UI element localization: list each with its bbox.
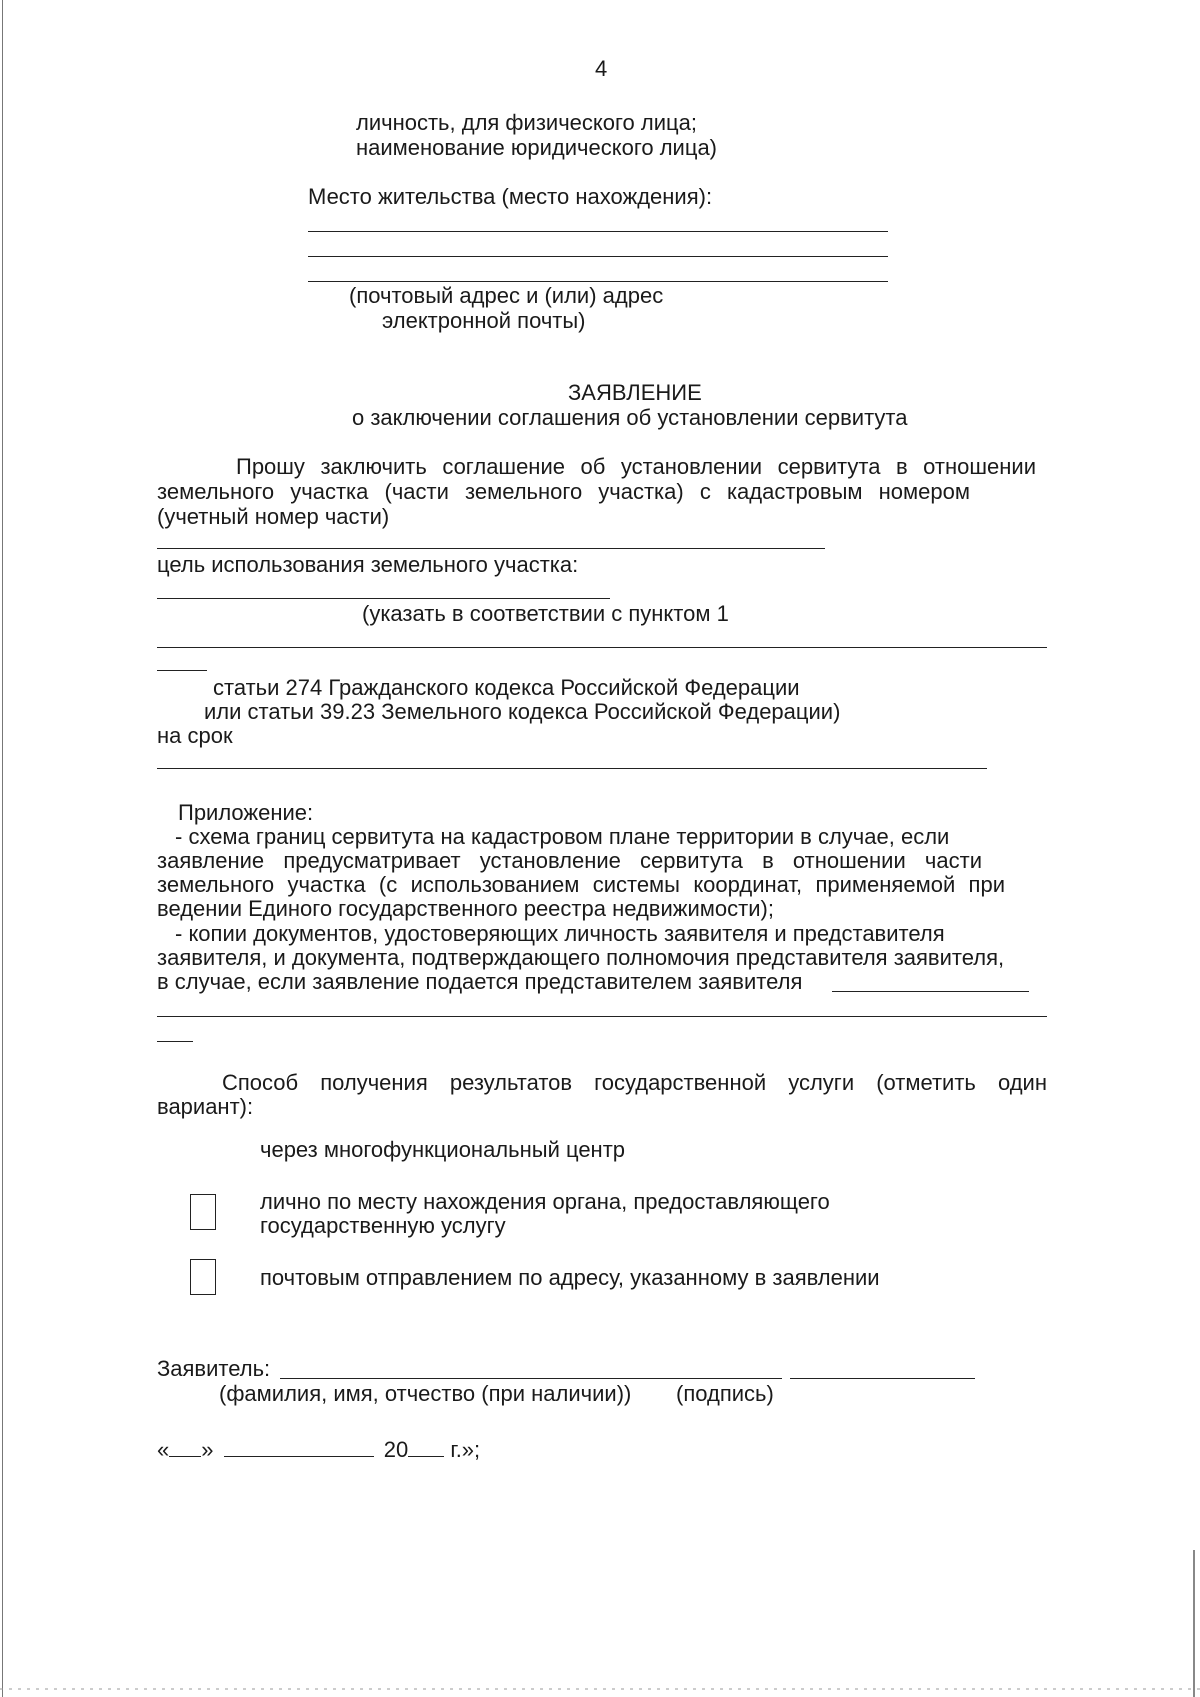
scan-edge-right (1193, 1550, 1195, 1697)
request-line2: земельного участка (части земельного участка) с кадастровым номером (157, 479, 970, 504)
date-close-quote: » (201, 1437, 214, 1462)
request-line1: Прошу заключить соглашение об установлении сервитута в отношении (236, 454, 1036, 479)
residence-label: Место жительства (место нахождения): (308, 184, 713, 209)
attachment1-line3: земельного участка (с использованием системы координат, применяемой при (157, 872, 1005, 897)
representative-line-1[interactable] (832, 991, 1029, 992)
applicant-identity-line1: личность, для физического лица; (356, 110, 697, 135)
delivery-intro-line2: вариант): (157, 1094, 254, 1119)
date-month-blank[interactable] (224, 1436, 374, 1457)
cadastral-number-line[interactable] (157, 548, 825, 549)
delivery-option-mfc-label: через многофункциональный центр (260, 1137, 626, 1162)
address-hint-line1: (почтовый адрес и (или) адрес (349, 283, 664, 308)
purpose-line-3[interactable] (157, 670, 207, 671)
date-year-suffix: г.»; (450, 1437, 481, 1462)
scan-artifact-bottom (0, 1688, 1200, 1690)
attachment2-line2: заявителя, и документа, подтверждающего полномочия представителя заявителя, (157, 945, 1005, 970)
purpose-hint-line1: (указать в соответствии с пунктом 1 (362, 601, 729, 626)
signature-hint: (подпись) (676, 1381, 774, 1406)
purpose-hint-line3: или статьи 39.23 Земельного кодекса Российской Федерации) (204, 699, 841, 724)
delivery-intro-line1: Способ получения результатов государственной услуги (отметить один (222, 1070, 1047, 1095)
attachment1-line2: заявление предусматривает установление сервитута в отношении части (157, 848, 982, 873)
request-line3: (учетный номер части) (157, 504, 390, 529)
date-year-blank[interactable] (408, 1436, 444, 1457)
residence-line-2[interactable] (308, 256, 888, 257)
delivery-option-post-label: почтовым отправлением по адресу, указанному в заявлении (260, 1265, 880, 1290)
applicant-name-line[interactable] (280, 1378, 782, 1379)
purpose-hint-line2: статьи 274 Гражданского кодекса Российской Федерации (213, 675, 800, 700)
applicant-label: Заявитель: (157, 1356, 271, 1381)
representative-line-2[interactable] (157, 1016, 1047, 1017)
delivery-option-post-checkbox[interactable] (190, 1259, 216, 1295)
attachment2-line1: - копии документов, удостоверяющих личность заявителя и представителя (175, 921, 945, 946)
attachment1-line4: ведении Единого государственного реестра недвижимости); (157, 896, 774, 921)
document-subtitle: о заключении соглашения об установлении сервитута (352, 405, 908, 430)
term-line[interactable] (157, 768, 987, 769)
scan-edge-left (2, 0, 3, 1697)
purpose-line-1[interactable] (157, 598, 610, 599)
date-open-quote: « (157, 1437, 170, 1462)
date-day-blank[interactable] (169, 1436, 201, 1457)
purpose-label: цель использования земельного участка: (157, 552, 579, 577)
document-title: ЗАЯВЛЕНИЕ (568, 380, 702, 405)
delivery-option-in-person-checkbox[interactable] (190, 1194, 216, 1230)
purpose-line-2[interactable] (157, 647, 1047, 648)
term-label: на срок (157, 723, 233, 748)
attachments-label: Приложение: (178, 800, 314, 825)
residence-line-1[interactable] (308, 231, 888, 232)
applicant-identity-line2: наименование юридического лица) (356, 135, 718, 160)
attachment1-line1: - схема границ сервитута на кадастровом плане территории в случае, если (175, 824, 950, 849)
applicant-signature-line[interactable] (790, 1378, 975, 1379)
address-hint-line2: электронной почты) (382, 308, 586, 333)
date-field (157, 1436, 480, 1463)
delivery-option-in-person-label-line1: лично по месту нахождения органа, предоставляющего (260, 1189, 830, 1214)
date-year-prefix: 20 (383, 1437, 409, 1462)
attachment2-line3: в случае, если заявление подается представителем заявителя (157, 969, 803, 994)
residence-line-3[interactable] (308, 281, 888, 282)
name-hint: (фамилия, имя, отчество (при наличии)) (219, 1381, 632, 1406)
representative-line-3[interactable] (157, 1041, 193, 1042)
delivery-option-in-person-label-line2: государственную услугу (260, 1213, 506, 1238)
page-number: 4 (595, 56, 608, 81)
